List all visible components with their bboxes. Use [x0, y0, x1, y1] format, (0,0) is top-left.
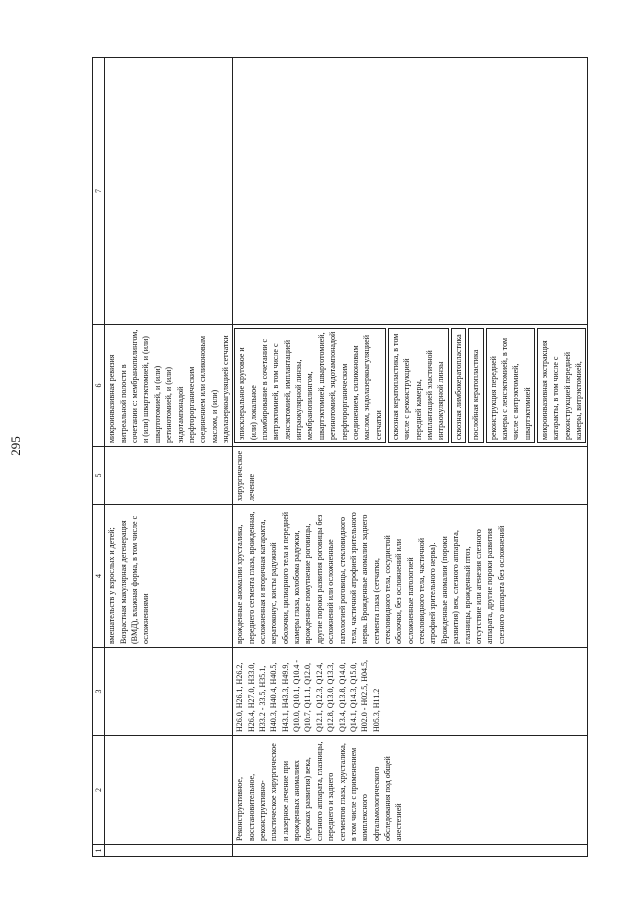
diagnosis-cell: вмешательств у взрослых и детей; Возрастная макулярная дегенерация (ВМД), влажная форма, в том числе с осложнениями	[105, 505, 233, 648]
service-name-cell: Реконструктивное, восстановительное, реконструктивно-пластическое хирургическое и лазерное лечение при врожденных аномалиях (пороках развития) века, слезного аппарата, глазницы, переднего и заднего сегментов глаза, хрусталика, в том числе с применением комплексного офтальмологического обследования под общей анестезией	[233, 736, 588, 845]
method-item: реконструкция передней камеры с ленсэктомией, в том числе с витрэктомией, швартэктомией	[486, 328, 535, 443]
col-number-4: 4	[93, 505, 105, 648]
col-number-1: 1	[93, 845, 105, 857]
treatment-method-cell: микроинвазивная ревизия витреальной полости в сочетании с: мембранопилингом, и (или) швартэктомией, и (или) швартотомией, и (или) ретинотомией, и (или) эндотампонадой перфторорганическим соединением или силиконовым маслом, и (или) эндолазеркоагуляцией сетчатки	[105, 325, 233, 447]
column-number-row	[93, 58, 105, 857]
diagnosis-cell: врожденные аномалии хрусталика, переднего сегмента глаза, врожденная, осложненная и вторичная катаракта, кератоконус, кисты радужной оболочки, цилиарного тела и передней камеры глаза, колобома радужки, врожденное помутнение роговицы, другие пороки развития роговицы без осложнений или осложненные патологией роговицы, стекловидного тела, частичной атрофией зрительного нерва. Врожденные аномалии заднего сегмента глаза (сетчатки, стекловидного тела, сосудистой оболочки, без осложнений или осложненные патологией стекловидного тела, частичной атрофией зрительного нерва). Врожденные аномалии (пороки развития) век, слезного аппарата, глазницы, врожденный птоз, отсутствие или агенезия слезного аппарата, другие пороки развития слезного аппарата без осложнений	[233, 505, 588, 648]
method-item: микроинвазивная экстракция катаракты, в том числе с реконструкцией передней камеры, витрэктомией,	[537, 328, 586, 443]
treatment-method-cell	[233, 325, 588, 447]
table-row	[233, 58, 588, 857]
icd-codes-cell: H26.0, H26.1, H26.2, H26.4, H27.0, H33.0, H33.2 - 33.5, H35.1, H40.3, H40.4, H40.5, H43.1, H43.3, H49.9, Q10.0, Q10.1, Q10.4 - Q10.7, Q11.1, Q12.0, Q12.1, Q12.3, Q12.4, Q12.8, Q13.0, Q13.3, Q13.4, Q13.8, Q14.0, Q14.1, Q14.3, Q15.0, H02.0 - H02.5, H04.5, H05.3, H11.2	[233, 648, 588, 736]
col-number-7: 7	[93, 58, 105, 325]
table-row	[105, 58, 233, 857]
cell-empty	[105, 447, 233, 505]
method-item: послойная кератопластика	[468, 328, 483, 443]
cell-empty	[105, 845, 233, 857]
cell-empty	[105, 648, 233, 736]
page-number: 295	[8, 436, 23, 456]
cell-empty	[105, 58, 233, 325]
cell-empty	[233, 845, 588, 857]
cell-empty	[233, 58, 588, 325]
col-number-5: 5	[93, 447, 105, 505]
col-number-6: 6	[93, 325, 105, 447]
col-number-2: 2	[93, 736, 105, 845]
method-item: эписклеральное круговое и (или) локальное пломбирование в сочетании с витрэктомией, в том числе с ленсэктомией, имплантацией интраокулярной линзы, мембранопилингом, швартэктомией, швартотомией, ретинотомией, эндотампонадой перфторорганическим соединением, силиконовым маслом, эндолазеркоагуляцией сетчатки	[234, 328, 386, 443]
services-table	[92, 57, 588, 857]
method-item: сквозная лимбокератопластика	[451, 328, 466, 443]
col-number-3: 3	[93, 648, 105, 736]
method-item: сквозная кератопластика, в том числе с реконструкцией передней камеры, имплантацией эластичной интраокулярной линзы	[388, 328, 449, 443]
cell-empty	[105, 736, 233, 845]
treatment-type-cell: хирургическое лечение	[233, 447, 588, 505]
